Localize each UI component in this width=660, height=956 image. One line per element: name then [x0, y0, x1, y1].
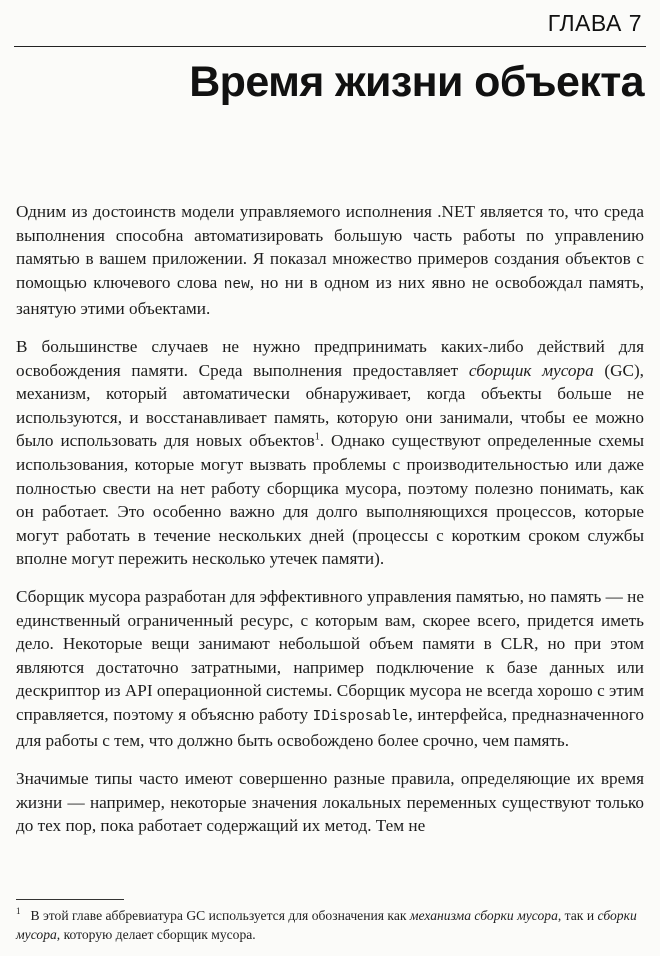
- paragraph-text: В большинстве случаев не нужно предпринимать каких-либо действий для освобождения памяти. Среда выполнения предоставляет: [16, 336, 644, 380]
- footnote-emphasis: механизма сборки мусора: [409, 908, 558, 923]
- chapter-header-rule: [14, 46, 646, 47]
- footnote-emphasis: сборки мусора: [16, 908, 637, 942]
- paragraph-text: Сборщик мусора разработан для эффективного управления памятью, но память — не единственный ограниченный ресурс, с которым вам, скорее всего, придется иметь дело. Некоторые вещи занимают небольшой объем памяти в CLR, но при этом являются достаточно затратными, например подключение к базе данных или дескриптор из API операционной системы. Сборщик мусора не всегда хорошо с этим справляется, поэтому я объясню работу: [16, 586, 644, 724]
- paragraph-text: , но ни в одном из них явно не освобождал память, занятую этими объектами.: [16, 272, 644, 319]
- paragraph-2: [16, 335, 644, 571]
- paragraph-text: (GC), механизм, который автоматически обнаруживает, когда объекты больше не используются, и восстанавливает память, которую они занимали, чтобы ее можно было использовать для новых объектов: [16, 360, 644, 451]
- paragraph-text: Одним из достоинств модели управляемого исполнения .NET является то, что среда выполнения способна автоматизировать большую часть работы по управлению памятью в вашем приложении. Я показал множество примеров создания объектов с помощью ключевого слова: [16, 202, 644, 292]
- paragraph-text: . Однако существуют определенные схемы использования, которые могут вызвать проблемы с производительностью или даже полностью свести на нет работу сборщика мусора, поэтому полезно понимать, как он работает. Это особенно важно для долго выполняющихся процессов, которые могут работать в течение нескольких дней (процессы с коротким сроком службы вполне могут пережить несколько утечек памяти).: [16, 431, 644, 569]
- emphasis-term: сборщик мусора: [468, 360, 594, 380]
- paragraph-4: [16, 767, 644, 838]
- footnote-reference[interactable]: 1: [314, 431, 320, 443]
- chapter-label: ГЛАВА 7: [547, 10, 642, 36]
- paragraph-1: [16, 200, 644, 321]
- paragraph-text: Значимые типы часто имеют совершенно разные правила, определяющие их время жизни — например, некоторые значения локальных переменных существуют только до тех пор, пока работает содержащий их метод. Тем не: [16, 769, 644, 836]
- footnote-text: , так и: [557, 908, 598, 923]
- paragraph-3: [16, 585, 644, 753]
- body-text: [16, 200, 644, 838]
- paragraph-text: , интерфейса, предназначенного для работы с тем, что должно быть освобождено более срочно, чем память.: [16, 704, 644, 751]
- footnote: [16, 906, 644, 944]
- footnote-rule: [16, 899, 124, 900]
- footnote-text: В этой главе аббревиатура GC используется для обозначения как: [30, 908, 410, 923]
- inline-code-new: new: [223, 276, 250, 293]
- footnote-number: 1: [16, 906, 21, 917]
- footnote-text: , которую делает сборщик мусора.: [56, 927, 256, 942]
- inline-code-idisposable: IDisposable: [312, 708, 409, 725]
- chapter-title: Время жизни объекта: [189, 58, 644, 106]
